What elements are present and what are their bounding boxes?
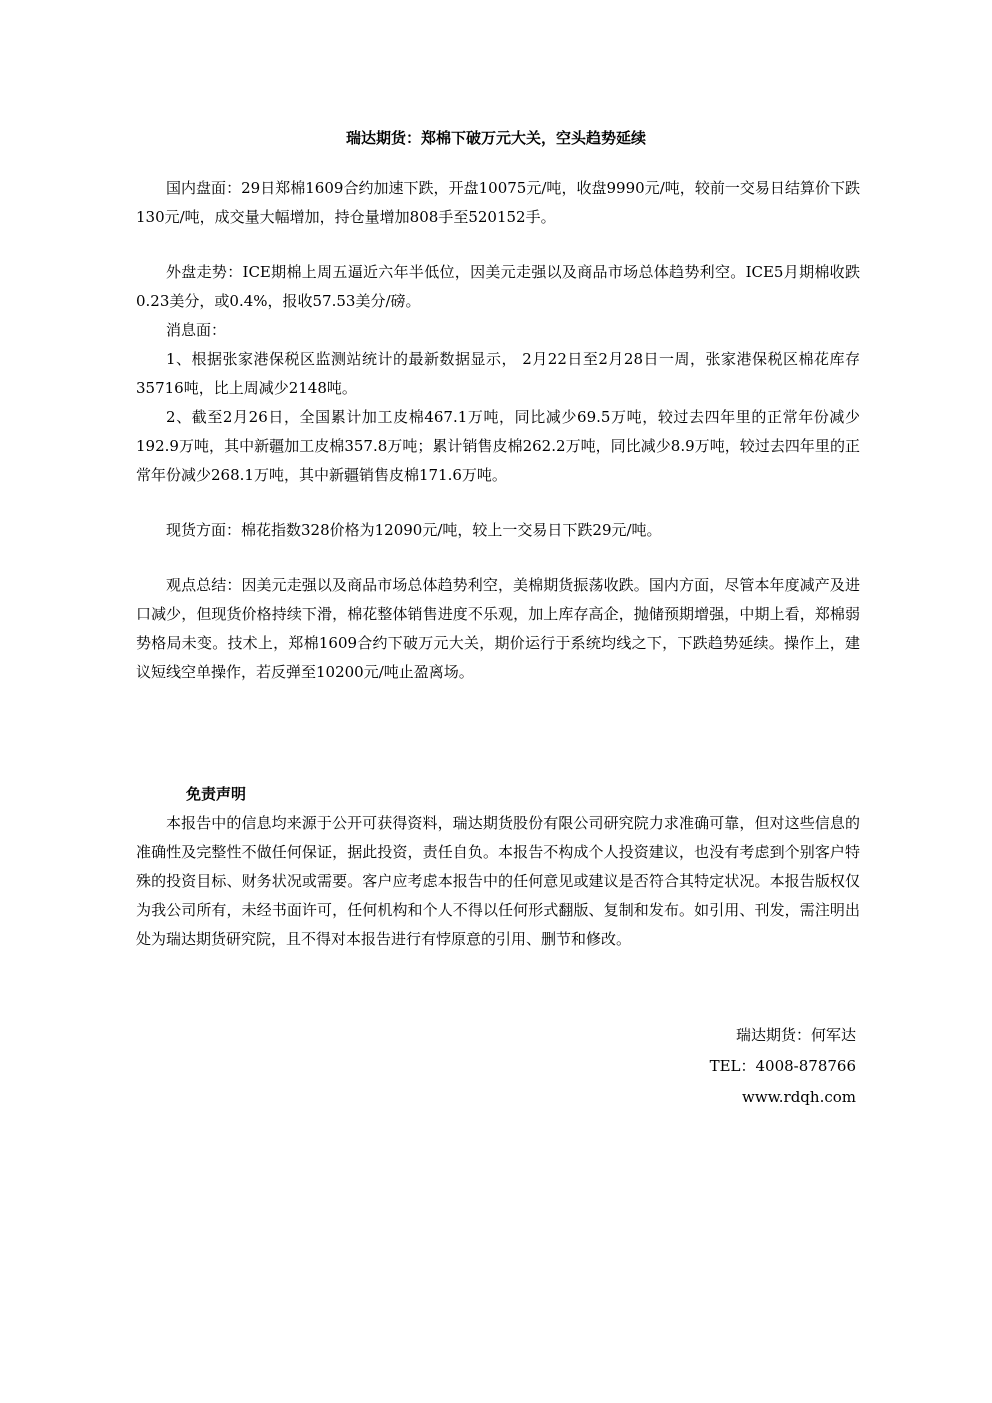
signature-tel: TEL：4008-878766	[709, 1057, 856, 1075]
disclaimer-section	[136, 780, 860, 954]
signature-block	[710, 1020, 856, 1113]
news-item-2: 2、截至2月26日，全国累计加工皮棉467.1万吨，同比减少69.5万吨，较过去四年里的正常年份减少192.9万吨，其中新疆加工皮棉357.8万吨；累计销售皮棉262.2万吨，同比减少8.9万吨，较过去四年里的正常年份减少268.1万吨，其中新疆销售皮棉171.6万吨。	[136, 408, 860, 484]
spot-paragraph: 现货方面：棉花指数328价格为12090元/吨，较上一交易日下跌29元/吨。	[166, 521, 662, 539]
news-item-1: 1、根据张家港保税区监测站统计的最新数据显示， 2月22日至2月28日一周，张家港保税区棉花库存35716吨，比上周减少2148吨。	[136, 350, 860, 397]
disclaimer-title: 免责声明	[186, 785, 247, 803]
disclaimer-text: 本报告中的信息均来源于公开可获得资料，瑞达期货股份有限公司研究院力求准确可靠，但对这些信息的准确性及完整性不做任何保证，据此投资，责任自负。本报告不构成个人投资建议，也没有考虑到个别客户特殊的投资目标、财务状况或需要。客户应考虑本报告中的任何意见或建议是否符合其特定状况。本报告版权仅为我公司所有，未经书面许可，任何机构和个人不得以任何形式翻版、复制和发布。如引用、刊发，需注明出处为瑞达期货研究院，且不得对本报告进行有悖原意的引用、删节和修改。	[136, 814, 860, 948]
domestic-market-paragraph: 国内盘面：29日郑棉1609合约加速下跌，开盘10075元/吨，收盘9990元/吨，较前一交易日结算价下跌130元/吨，成交量大幅增加，持仓量增加808手至520152手。	[136, 179, 860, 226]
news-label: 消息面：	[166, 321, 227, 339]
summary-paragraph: 观点总结：因美元走强以及商品市场总体趋势利空，美棉期货振荡收跌。国内方面，尽管本年度减产及进口减少，但现货价格持续下滑，棉花整体销售进度不乐观，加上库存高企，抛储预期增强，中期上看，郑棉弱势格局未变。技术上，郑棉1609合约下破万元大关，期价运行于系统均线之下，下跌趋势延续。操作上，建议短线空单操作，若反弹至10200元/吨止盈离场。	[136, 576, 860, 681]
foreign-market-paragraph: 外盘走势：ICE期棉上周五逼近六年半低位，因美元走强以及商品市场总体趋势利空。ICE5月期棉收跌0.23美分，或0.4%，报收57.53美分/磅。	[136, 263, 860, 310]
signature-website: www.rdqh.com	[742, 1088, 856, 1106]
page-title: 瑞达期货：郑棉下破万元大关，空头趋势延续	[345, 129, 646, 147]
report-body	[136, 174, 860, 687]
signature-author: 瑞达期货：何军达	[735, 1026, 856, 1044]
